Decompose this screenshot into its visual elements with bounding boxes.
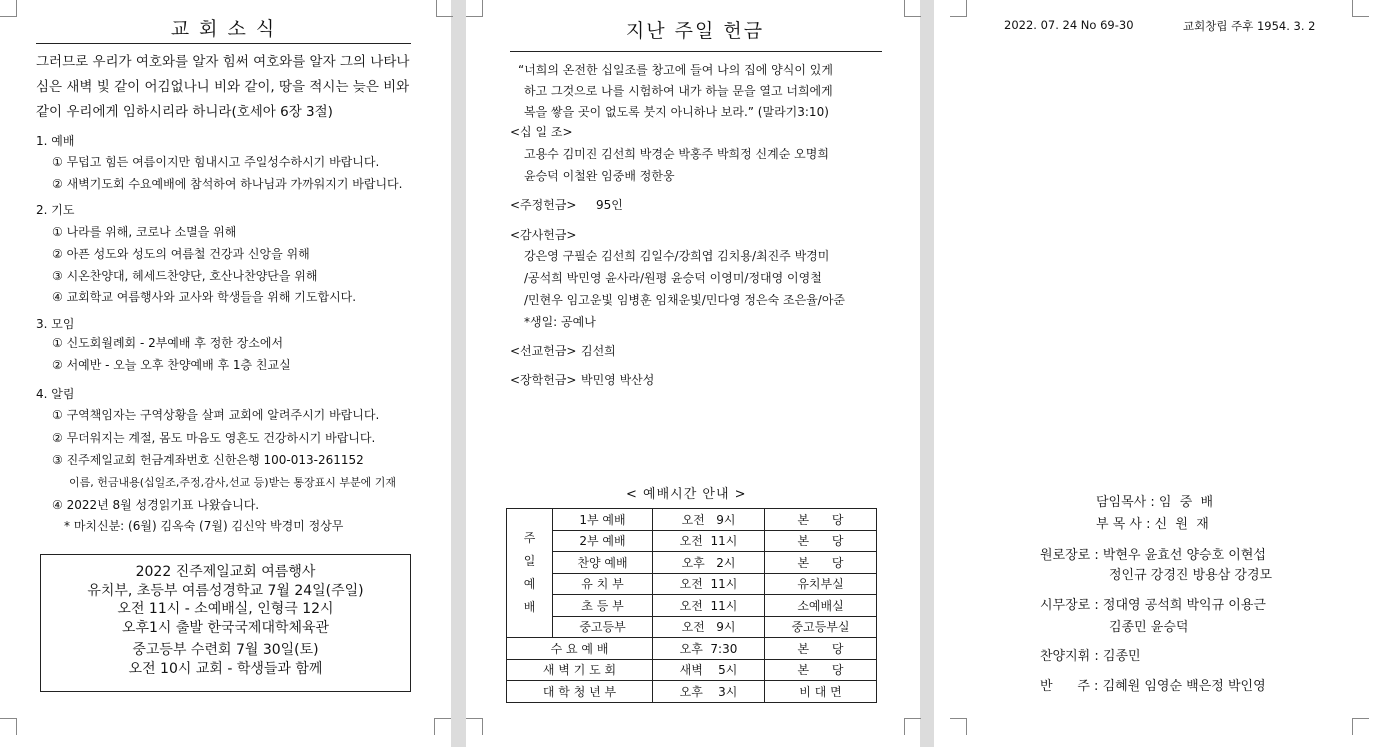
bulletin-date: 2022. 07. 24 No 69-30: [1004, 18, 1134, 32]
news-item: ① 신도회월례회 - 2부예배 후 정한 장소에서: [52, 336, 284, 350]
staff-label: 부 목 사 :: [1096, 517, 1155, 532]
news-item: 이름, 헌금내용(십일조,주정,감사,선교 등)받는 통장표시 부분에 기재: [69, 476, 396, 489]
table-row: [507, 595, 877, 617]
weekly-offering-label: <주정헌금>: [510, 198, 577, 212]
service-name: 새 벽 기 도 회: [507, 659, 653, 681]
sunday-worship-label: 주 일 예 배: [507, 509, 553, 638]
crop-mark: [0, 0, 17, 17]
tithe-names: 고용수 김미진 김선희 박경순 박홍주 박희정 신계순 오명희: [524, 147, 829, 161]
mission-offering-value: 김선희: [581, 344, 616, 358]
scripture-quote: [518, 60, 833, 123]
staff-name: 신 원 재: [1154, 517, 1209, 532]
service-time: 오후 3시: [653, 681, 765, 703]
table-row: [507, 638, 877, 660]
news-item: ② 무더워지는 계절, 몸도 마음도 영혼도 건강하시기 바랍니다.: [52, 431, 376, 445]
service-name: 2부 예배: [553, 530, 653, 552]
crop-mark: [904, 0, 921, 17]
news-item: ③ 시온찬양대, 헤세드찬양단, 호산나찬양단을 위해: [52, 269, 318, 283]
news-item: ② 서예반 - 오늘 오후 찬양예배 후 1층 친교실: [52, 358, 291, 372]
service-time: 오후 2시: [653, 552, 765, 574]
staff-name: 임 중 배: [1158, 495, 1214, 510]
staff-label: 원로장로 :: [1040, 548, 1103, 563]
page-title: 지난 주일 헌금: [625, 20, 765, 42]
page-cover: [934, 0, 1382, 747]
section-title-meeting: 3. 모임: [36, 317, 75, 331]
title-divider: [510, 51, 882, 52]
quote-line: “너희의 온전한 십일조를 창고에 들여 나의 집에 양식이 있게: [518, 63, 833, 77]
service-place: 본 당: [765, 509, 877, 531]
service-name: 1부 예배: [553, 509, 653, 531]
news-item: ① 무덥고 힘든 여름이지만 힘내시고 주일성수하시기 바랍니다.: [52, 155, 380, 169]
birthday-note: *생일: 공예나: [524, 315, 596, 329]
staff-name: 박현우 윤효선 양승호 이현섭: [1102, 548, 1266, 563]
news-item: ① 구역책임자는 구역상황을 살펴 교회에 알려주시기 바랍니다.: [52, 408, 380, 422]
box-line: 오후1시 출발 한국국제대학체육관: [121, 619, 330, 636]
news-item: ① 나라를 위해, 코로나 소멸을 위해: [52, 225, 237, 239]
page-offering: [466, 0, 920, 747]
quote-line: 하고 그것으로 나를 시험하여 내가 하늘 문을 열고 너희에게: [524, 84, 833, 98]
thanks-names: 강은영 구필순 김선희 김일수/강희엽 김치용/최진주 박경미: [524, 249, 830, 263]
staff-accompanists: [1040, 675, 1266, 694]
news-item: ③ 진주제일교회 헌금계좌번호 신한은행 100-013-261152: [52, 453, 364, 467]
scholarship-offering-label: <장학헌금>: [510, 373, 577, 387]
crop-mark: [436, 0, 453, 17]
verse-text: 그러므로 우리가 여호와를 알자 힘써 여호와를 알자 그의 나타나심은 새벽 빛 같이 어김없나니 비와 같이, 땅을 적시는 늦은 비와 같이 우리에게 임하시리라 하니라(호세아 6장 3절): [36, 54, 410, 120]
title-divider: [36, 43, 411, 44]
service-time: 오전 11시: [653, 530, 765, 552]
section-title-notice: 4. 알림: [36, 387, 75, 401]
staff-label: 찬양지휘 :: [1040, 649, 1103, 664]
crop-mark: [466, 0, 483, 17]
page-church-news: [0, 0, 451, 747]
staff-label: 반 주 :: [1040, 679, 1103, 694]
service-time: 오후 7:30: [653, 638, 765, 660]
staff-name: 정인규 강경진 방용삼 강경모: [1109, 568, 1273, 583]
tithe-label: <십 일 조>: [510, 125, 573, 139]
schedule-title: < 예배시간 안내 >: [626, 487, 747, 502]
box-line: 2022 진주제일교회 여름행사: [135, 564, 316, 580]
table-row: [507, 509, 877, 531]
crop-mark: [904, 718, 921, 735]
service-name: 대 학 청 년 부: [507, 681, 653, 703]
box-line: 오전 11시 - 소예배실, 인형극 12시: [117, 601, 334, 617]
table-row: [507, 573, 877, 595]
crop-mark: [0, 718, 17, 735]
service-time: 오전 9시: [653, 509, 765, 531]
box-line: 중고등부 수련회 7월 30일(토): [132, 642, 319, 658]
crop-mark: [950, 718, 967, 735]
service-name: 수 요 예 배: [507, 638, 653, 660]
staff-name: 김종민 윤승덕: [1109, 620, 1189, 635]
crop-mark: [1352, 718, 1369, 735]
staff-name: 정대영 공석희 박익규 이용근: [1102, 598, 1266, 613]
staff-label: 담임목사 :: [1096, 495, 1159, 510]
weekly-offering-value: 95인: [596, 198, 623, 212]
staff-elders-emeritus: [1040, 544, 1266, 563]
service-name: 찬양 예배: [553, 552, 653, 574]
service-place: 유치부실: [765, 573, 877, 595]
service-place: 본 당: [765, 530, 877, 552]
scholarship-offering-value: 박민영 박산성: [581, 373, 655, 387]
service-place: 소예배실: [765, 595, 877, 617]
staff-choir-conductor: [1040, 645, 1141, 664]
service-place: 중고등부실: [765, 616, 877, 638]
table-row: [507, 659, 877, 681]
service-name: 중고등부: [553, 616, 653, 638]
service-time: 오전 11시: [653, 595, 765, 617]
table-row: [507, 681, 877, 703]
service-name: 초 등 부: [553, 595, 653, 617]
service-place: 본 당: [765, 638, 877, 660]
service-time: 오전 9시: [653, 616, 765, 638]
service-name: 유 치 부: [553, 573, 653, 595]
staff-associate-pastor: [1096, 513, 1209, 532]
section-title-worship: 1. 예배: [36, 134, 75, 148]
summer-event-box: [40, 554, 411, 692]
worship-schedule-table: [506, 508, 877, 703]
staff-name: 김혜원 임영순 백은정 박인영: [1102, 679, 1266, 694]
staff-label: 시무장로 :: [1040, 598, 1103, 613]
table-row: [507, 530, 877, 552]
crop-mark: [1352, 0, 1369, 17]
crop-mark: [950, 0, 967, 17]
thanks-offering-label: <감사헌금>: [510, 228, 577, 242]
thanks-names: /공석희 박민영 윤사라/원평 윤승덕 이영미/정대영 이영철: [524, 271, 822, 285]
mission-offering-label: <선교헌금>: [510, 344, 577, 358]
tithe-names: 윤승덕 이철완 임중배 정한웅: [524, 169, 675, 183]
news-item: * 마치신분: (6월) 김옥숙 (7월) 김신악 박경미 정상무: [64, 519, 344, 533]
section-title-prayer: 2. 기도: [36, 203, 75, 217]
page-title: 교 회 소 식: [170, 18, 277, 40]
staff-senior-pastor: [1096, 491, 1213, 510]
church-founded: 교회창립 주후 1954. 3. 2: [1183, 19, 1316, 33]
service-place: 비 대 면: [765, 681, 877, 703]
staff-name: 김종민: [1102, 649, 1141, 664]
crop-mark: [466, 718, 483, 735]
quote-line: 복을 쌓을 곳이 없도록 붓지 아니하나 보라.” (말라기3:10): [524, 105, 829, 119]
crop-mark: [434, 718, 451, 735]
box-line: 유치부, 초등부 여름성경학교 7월 24일(주일): [87, 582, 364, 599]
table-row: [507, 552, 877, 574]
table-row: [507, 616, 877, 638]
news-item: ④ 2022년 8월 성경읽기표 나왔습니다.: [52, 498, 260, 512]
thanks-names: /민현우 임고운빛 임병훈 임채운빛/민다영 정은숙 조은율/아준: [524, 293, 846, 307]
news-item: ④ 교회학교 여름행사와 교사와 학생들을 위해 기도합시다.: [52, 290, 357, 304]
news-item: ② 새벽기도회 수요예배에 참석하여 하나님과 가까워지기 바랍니다.: [52, 177, 403, 191]
service-place: 본 당: [765, 552, 877, 574]
staff-active-elders: [1040, 594, 1266, 613]
box-line: 오전 10시 교회 - 학생들과 함께: [128, 660, 323, 677]
service-time: 오전 11시: [653, 573, 765, 595]
service-place: 본 당: [765, 659, 877, 681]
news-item: ② 아픈 성도와 성도의 여름철 건강과 신앙을 위해: [52, 247, 310, 261]
service-time: 새벽 5시: [653, 659, 765, 681]
